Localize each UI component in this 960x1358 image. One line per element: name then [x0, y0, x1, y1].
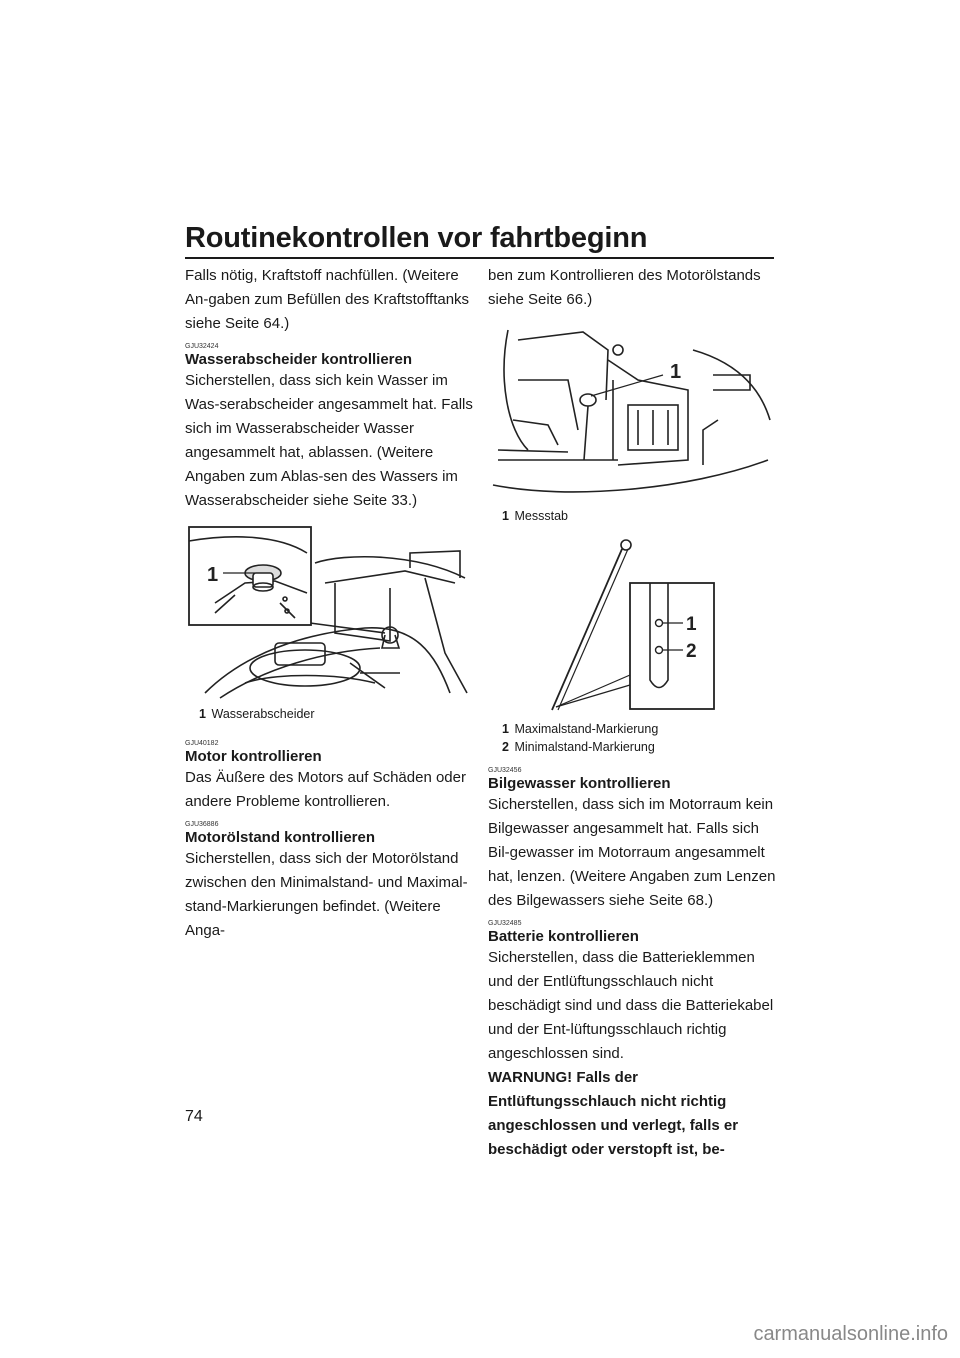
- section-code: GJU36886: [185, 821, 219, 828]
- fig3-caption-min: 2 Minimalstand-Markierung: [502, 740, 655, 754]
- engine-dipstick-illustration: [488, 320, 773, 505]
- page-title: Routinekontrollen vor fahrtbeginn: [185, 222, 648, 254]
- section-code: GJU32485: [488, 920, 522, 927]
- intro-text: Falls nötig, Kraftstoff nachfüllen. (Weitere An-gaben zum Befüllen des Kraftstofftanks siehe Seite 64.): [185, 267, 470, 332]
- continued-text: ben zum Kontrollieren des Motorölstands siehe Seite 66.): [488, 267, 761, 308]
- fig3-callout-min: 2: [686, 641, 697, 662]
- watermark: carmanualsonline.info: [753, 1323, 948, 1345]
- section-heading-wasserabscheider: Wasserabscheider kontrollieren: [185, 351, 413, 368]
- fig2-caption: 1 Messstab: [502, 509, 568, 523]
- fig3-caption-max: 1 Maximalstand-Markierung: [502, 722, 659, 736]
- section-code: GJU40182: [185, 740, 219, 747]
- fig1-caption: 1 Wasserabscheider: [199, 707, 315, 721]
- section-code: GJU32424: [185, 343, 219, 350]
- right-column: [488, 264, 778, 1162]
- left-column: [185, 264, 475, 943]
- section-body-wasserabscheider: Sicherstellen, dass sich kein Wasser im Was-serabscheider angesammelt hat. Falls sich im Wasserabscheider Wasser angesammelt hat, ablassen. (Weitere Angaben zum Ablas-sen des Wassers im Wasserabscheider siehe Seite 33.): [185, 372, 473, 509]
- section-heading-motoroelstand: Motorölstand kontrollieren: [185, 829, 376, 846]
- fig1-callout: 1: [207, 564, 219, 586]
- header-rule: [185, 257, 774, 259]
- section-body-motoroelstand: Sicherstellen, dass sich der Motorölstand zwischen den Minimalstand- und Maximal-stand-Markierungen befindet. (Weitere Anga-: [185, 850, 468, 939]
- section-body-bilgewasser: Sicherstellen, dass sich im Motorraum kein Bilgewasser angesammelt hat. Falls sich Bil-gewasser im Motorraum angesammelt hat, lenzen. (Weitere Angaben zum Lenzen des Bilgewassers siehe Seite 68.): [488, 796, 776, 909]
- section-heading-batterie: Batterie kontrollieren: [488, 928, 639, 945]
- section-heading-bilgewasser: Bilgewasser kontrollieren: [488, 775, 671, 792]
- fig2-callout: 1: [670, 361, 682, 383]
- section-code: GJU32456: [488, 767, 522, 774]
- section-body-batterie: Sicherstellen, dass die Batterieklemmen und der Entlüftungsschlauch nicht beschädigt sind und dass die Batteriekabel und der Ent-lüftungsschlauch richtig angeschlossen sind.: [488, 949, 774, 1062]
- section-body-motor: Das Äußere des Motors auf Schäden oder andere Probleme kontrollieren.: [185, 769, 466, 810]
- section-heading-motor: Motor kontrollieren: [185, 748, 322, 765]
- page-number: 74: [185, 1108, 203, 1125]
- fig3-callout-max: 1: [686, 614, 697, 635]
- dipstick-marks-illustration: [488, 535, 773, 720]
- water-separator-illustration: [185, 523, 470, 703]
- warning-text: WARNUNG! Falls der Entlüftungsschlauch nicht richtig angeschlossen und verlegt, falls er beschädigt oder verstopft ist, be-: [488, 1069, 739, 1158]
